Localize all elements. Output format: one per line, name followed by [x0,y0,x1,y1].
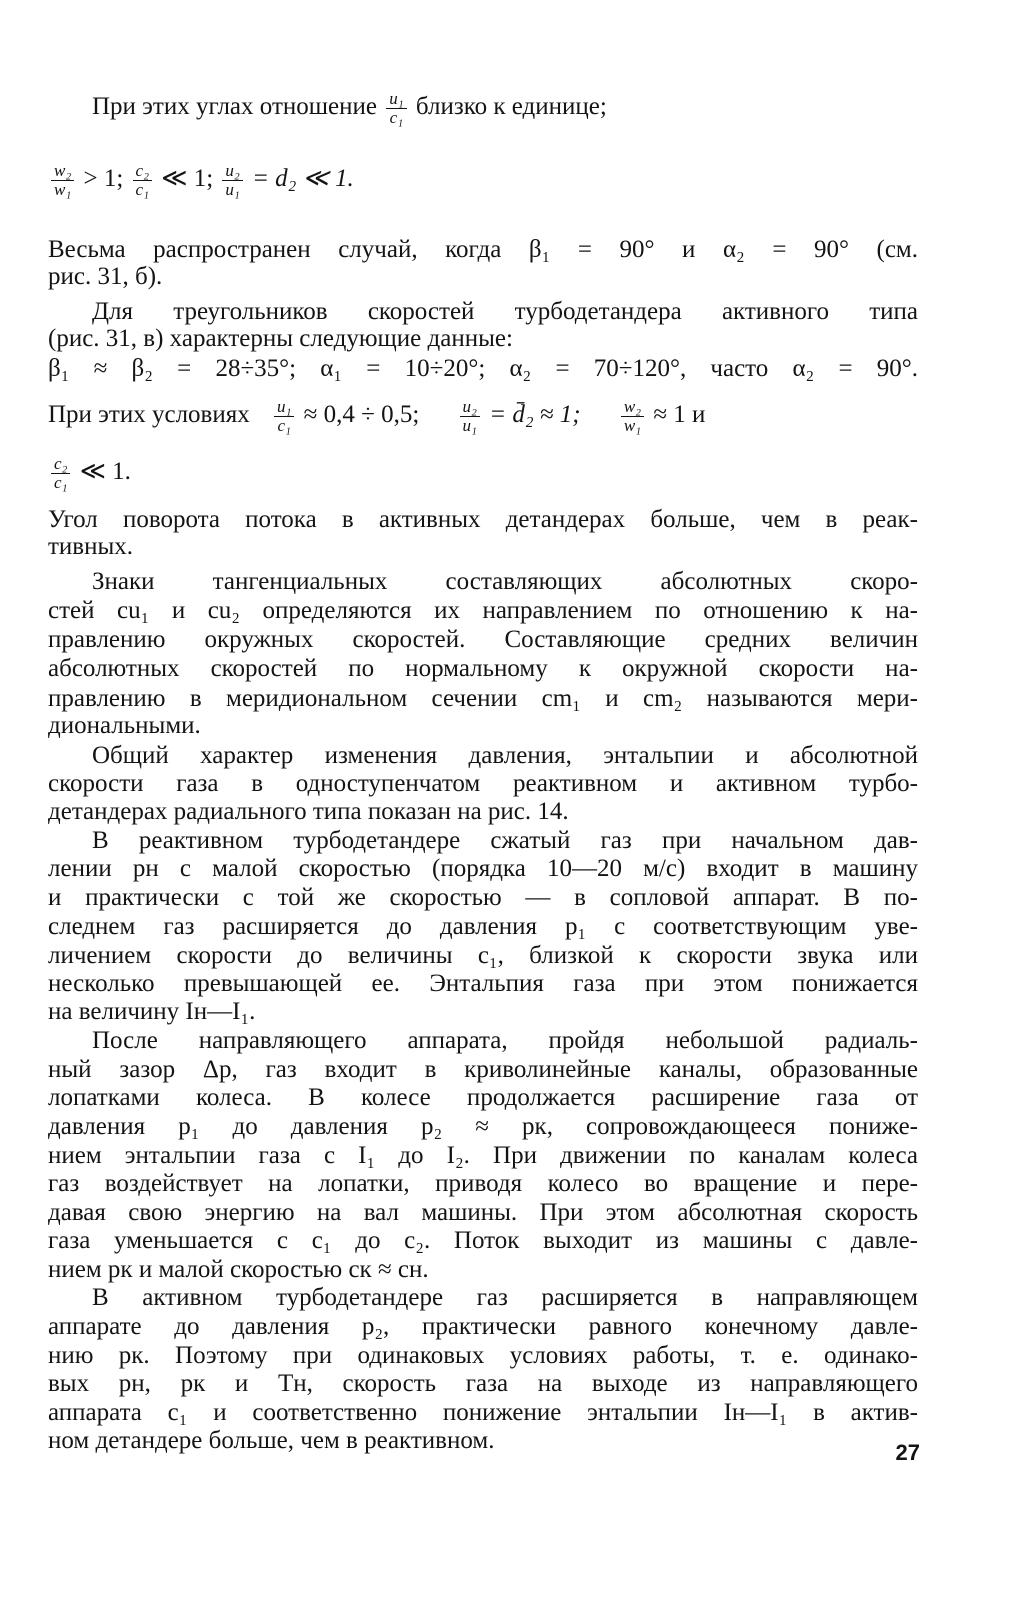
fraction-denominator: w₁ [54,180,72,199]
text-line: Знаки тангенциальных составляющих абсолютных скоро- [92,568,918,595]
page-number: 27 [895,1440,920,1465]
text-line: рис. 31, б). [48,263,163,290]
formula-text: ≈ 0,4 ÷ 0,5; [303,401,420,429]
formula-text: = d̄₂ ≈ 1; [489,401,581,429]
text-line: β₁ ≈ β₂ = 28÷35°; α₁ = 10÷20°; α₂ = 70÷120°, часто α₂ = 90°. [48,355,918,382]
text-line: лопатками колеса. В колесе продолжается расширение газа от [48,1084,918,1111]
text-line: нию pк. Поэтому при одинаковых условиях работы, т. е. одинако- [48,1342,918,1369]
formula-text: ≈ 1 и [653,401,706,429]
fraction-numerator: u₂ [222,162,242,181]
fraction-denominator: c₁ [54,473,68,492]
text-line: В активном турбодетандере газ расширяется в направляющем [92,1284,918,1311]
fraction-numerator: u₂ [460,398,480,417]
fraction-numerator: w₂ [621,398,644,417]
fraction-w2-w1 [51,162,74,199]
text-line: Общий характер изменения давления, энтальпии и абсолютной [92,742,918,769]
text-line: Угол поворота потока в активных детандерах больше, чем в реак- [48,506,918,533]
text-line: тивных. [48,533,134,560]
text-line: (рис. 31, в) характерны следующие данные: [48,325,513,352]
text-line: правлению в меридиональном сечении cm₁ и cm₂ называются мери- [48,685,918,712]
text-line: ный зазор Δр, газ входит в криволинейные каналы, образованные [48,1056,918,1083]
formula-text: > 1; [83,165,130,193]
fraction-u2-u1 [222,162,242,199]
text-span: При этих углах отношение [92,93,377,121]
text-line: Весьма распространен случай, когда β₁ = 90° и α₂ = 90° (см. [48,236,918,263]
text-line: В реактивном турбодетандере сжатый газ при начальном дав- [92,827,918,854]
fraction-u2-u1 [460,398,480,435]
text-line: абсолютных скоростей по нормальному к окружной скорости на- [48,655,918,682]
text-line: правлению окружных скоростей. Составляющие средних величин [48,626,918,653]
text-line: давления p₁ до давления p₂ ≈ pк, сопровождающееся пониже- [48,1113,918,1140]
fraction-denominator: c₁ [389,108,404,127]
formula-text: = d₂ ≪ 1. [252,165,354,193]
fraction-denominator: c₁ [135,180,150,199]
fraction-c2-c1 [133,162,152,199]
fraction-denominator: c₁ [277,416,291,435]
text-line: скорости газа в одноступенчатом реактивном и активном турбо- [48,770,918,797]
fraction-c2-c1 [51,455,70,492]
text-line: газ воздействует на лопатки, приводя колесо во вращение и пере- [48,1170,918,1197]
text-line: аппарате до давления p₂, практически равного конечному давле- [48,1313,918,1340]
fraction-w2-w1 [621,398,644,435]
fraction-denominator: u₁ [462,416,477,435]
text-line: газа уменьшается с c₁ до c₂. Поток выходит из машины с давле- [48,1227,918,1254]
fraction-u1-c1 [386,90,406,127]
formula-line [48,455,918,492]
text-line: ном детандере больше, чем в реактивном. [48,1427,495,1454]
formula-text: ≪ 1. [79,458,131,486]
text-line: детандерах радиального типа показан на рис. 14. [48,798,569,825]
text-line: Для треугольников скоростей турбодетандера активного типа [92,298,918,325]
text-line [92,90,918,127]
text-span: близко к единице; [415,93,607,121]
fraction-u1-c1 [274,398,294,435]
formula-line [48,398,918,435]
text-line: на величину Iн—I₁. [48,998,256,1025]
fraction-numerator: u₁ [274,398,294,417]
text-line: аппарата c₁ и соответственно понижение энтальпии Iн—I₁ в актив- [48,1399,918,1426]
text-line: После направляющего аппарата, пройдя небольшой радиаль- [92,1027,918,1054]
text-line: вых pн, pк и Tн, скорость газа на выходе из направляющего [48,1370,918,1397]
text-line: несколько превышающей ее. Энтальпия газа при этом понижается [48,970,918,997]
fraction-numerator: u₁ [386,90,406,109]
text-line: нием pк и малой скоростью cк ≈ cн. [48,1256,429,1283]
formula-line [48,162,918,199]
text-line: диональными. [48,712,201,739]
text-line: нием энтальпии газа с I₁ до I₂. При движении по каналам колеса [48,1142,918,1169]
fraction-numerator: c₂ [51,455,70,474]
text-line: личением скорости до величины c₁, близкой к скорости звука или [48,942,918,969]
text-line: стей cu₁ и cu₂ определяются их направлением по отношению к на- [48,597,918,624]
text-line: лении pн с малой скоростью (порядка 10—20 м/с) входит в машину [48,855,918,882]
text-line: и практически с той же скоростью — в сопловой аппарат. В по- [48,884,918,911]
text-span: При этих условиях [48,401,250,429]
formula-text: ≪ 1; [161,165,220,193]
fraction-numerator: c₂ [133,162,152,181]
fraction-numerator: w₂ [51,162,74,181]
fraction-denominator: u₁ [225,180,240,199]
fraction-denominator: w₁ [623,416,642,435]
text-line: следнем газ расширяется до давления p₁ с соответствующим уве- [48,913,918,940]
text-line: давая свою энергию на вал машины. При этом абсолютная скорость [48,1199,918,1226]
